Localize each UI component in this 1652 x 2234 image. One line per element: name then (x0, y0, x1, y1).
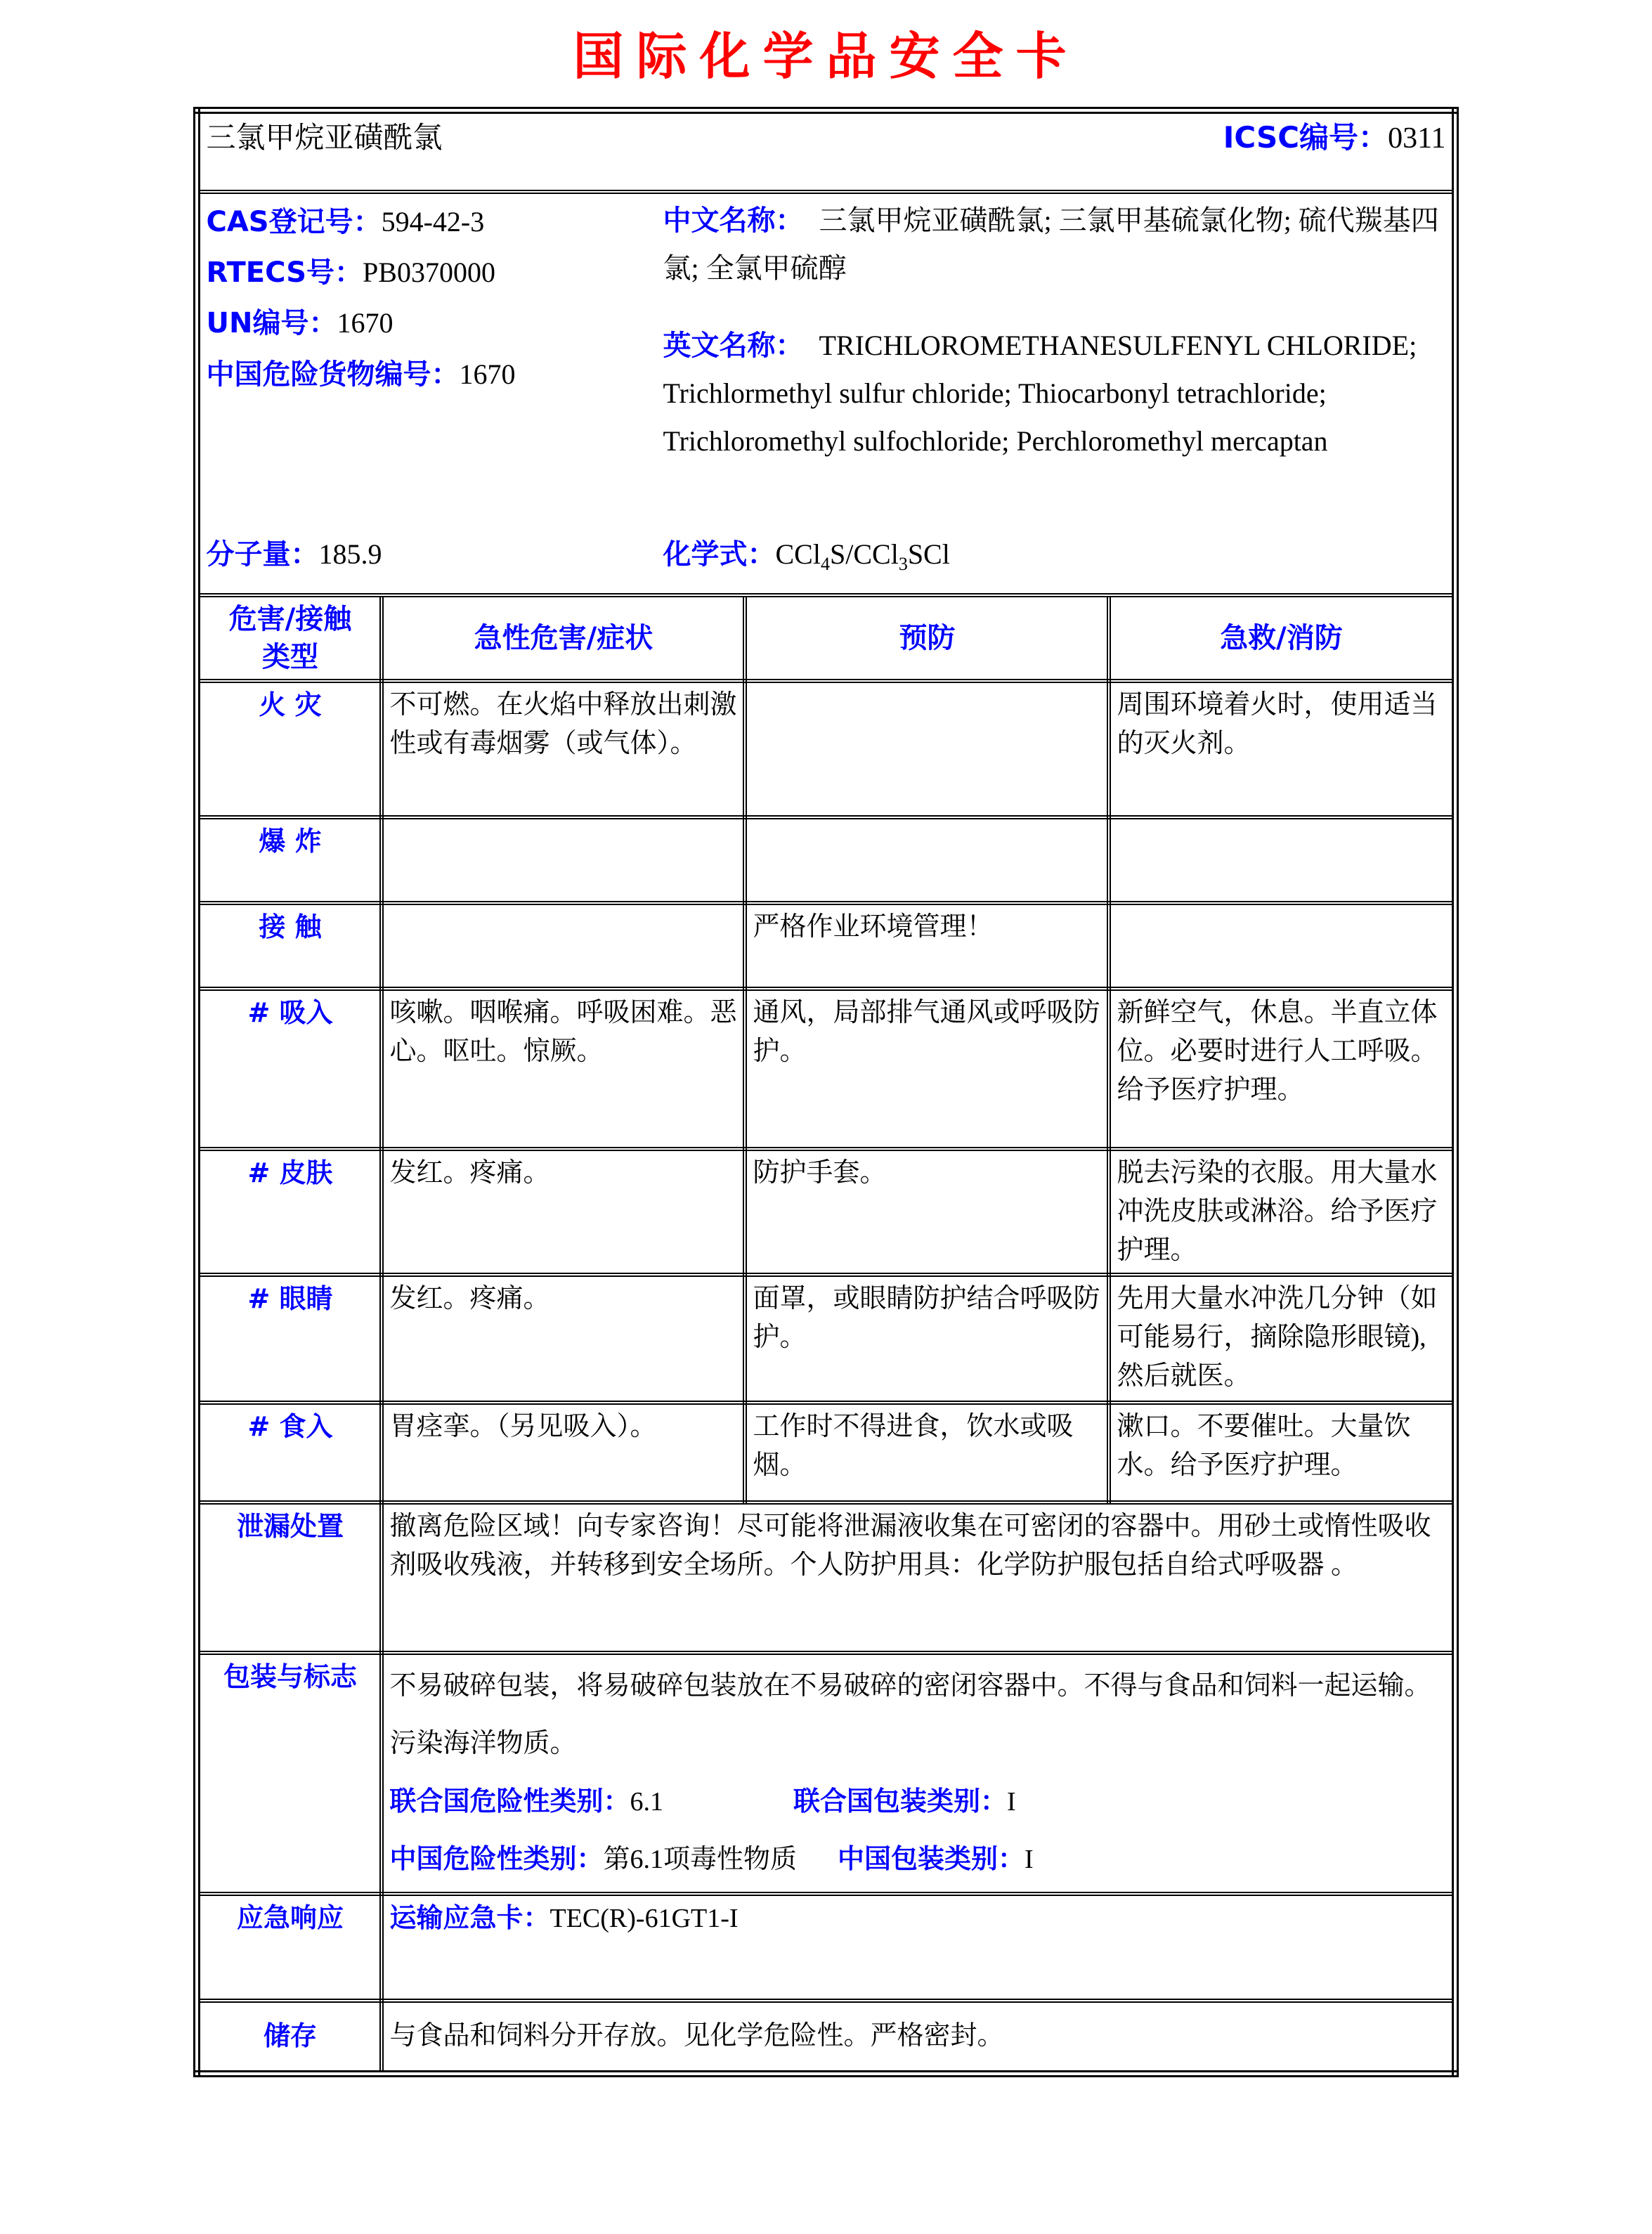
hazard-row-fire (197, 681, 1455, 817)
eyes-firstaid-cell: 先用大量水冲洗几分钟（如可能易行，摘除隐形眼镜),然后就医。 (1109, 1275, 1455, 1403)
formula-subscript: 4 (820, 554, 830, 574)
cn-class-label: 中国危险性类别： (389, 1843, 604, 1875)
hazard-row-exposure (197, 903, 1455, 989)
col-header-firstaid: 急救/消防 (1109, 595, 1455, 681)
rtecs-label: RTECS号： (206, 256, 363, 290)
registry-numbers-block (206, 197, 663, 465)
china-dg-label: 中国危险货物编号： (206, 358, 460, 391)
icsc-number-label: ICSC编号： (1223, 120, 1388, 155)
spill-label: 泄漏处置 (197, 1502, 382, 1653)
storage-label: 储存 (197, 2001, 382, 2074)
card-header-row (197, 110, 1455, 192)
chinese-names-value: 三氯甲烷亚磺酰氯; 三氯甲基硫氯化物; 硫代羰基四氯; 全氯甲硫醇 (663, 204, 1439, 284)
fire-type-label: 火 灾 (197, 681, 382, 817)
cas-value: 594-42-3 (381, 206, 485, 238)
hazard-row-explosion (197, 817, 1455, 903)
card-header-cell (197, 110, 1455, 192)
hazard-row-eyes (197, 1275, 1455, 1403)
exposure-prevention-cell: 严格作业环境管理！ (745, 903, 1109, 989)
exposure-type-label: 接 触 (197, 903, 382, 989)
un-pack-value: I (1007, 1786, 1016, 1817)
skin-type-label: # 皮肤 (197, 1149, 382, 1275)
un-label: UN编号： (206, 307, 337, 340)
skin-symptoms-cell: 发红。疼痛。 (382, 1149, 745, 1275)
inhalation-prevention-cell: 通风，局部排气通风或呼吸防护。 (745, 989, 1109, 1149)
page-title: 国际化学品安全卡 (573, 27, 1079, 86)
packaging-row (197, 1653, 1455, 1894)
explosion-prevention-cell (745, 817, 1109, 903)
cas-number (206, 197, 663, 247)
identifiers-cell (197, 192, 1455, 595)
eyes-prevention-cell: 面罩，或眼睛防护结合呼吸防护。 (745, 1275, 1109, 1403)
fire-firstaid-cell: 周围环境着火时，使用适当的灭火剂。 (1109, 681, 1455, 817)
col-header-type-line2: 类型 (261, 641, 318, 673)
eyes-symptoms-cell: 发红。疼痛。 (382, 1275, 745, 1403)
chemical-names-block (663, 197, 1445, 465)
spill-content: 撤离危险区域！向专家咨询！尽可能将泄漏液收集在可密闭的容器中。用砂土或惰性吸收剂吸收残液，并转移到安全场所。个人防护用具：化学防护服包括自给式呼吸器 。 (382, 1502, 1455, 1653)
cas-label: CAS登记号： (206, 206, 382, 238)
transport-card-label: 运输应急卡： (389, 1902, 550, 1934)
rtecs-number (206, 247, 663, 298)
chemical-formula-label: 化学式： (663, 538, 776, 571)
formula-part: CCl (775, 538, 821, 570)
molecular-weight-label: 分子量： (206, 538, 319, 571)
un-class-label: 联合国危险性类别： (389, 1785, 630, 1817)
col-header-type-line1: 危害/接触 (228, 603, 352, 635)
formula-subscript: 3 (898, 554, 908, 574)
transport-card-value: TEC(R)-61GT1-I (549, 1904, 739, 1934)
ingestion-prevention-cell: 工作时不得进食，饮水或吸烟。 (745, 1403, 1109, 1502)
formula-part: S/CCl (829, 538, 899, 570)
fire-prevention-cell (745, 681, 1109, 817)
cn-pack-value: I (1025, 1845, 1034, 1875)
chemical-name: 三氯甲烷亚磺酰氯 (206, 122, 443, 155)
chinese-names (663, 197, 1445, 292)
fire-symptoms-cell: 不可燃。在火焰中释放出刺激性或有毒烟雾（或气体）。 (382, 681, 745, 817)
skin-firstaid-cell: 脱去污染的衣服。用大量水冲洗皮肤或淋浴。给予医疗护理。 (1109, 1149, 1455, 1275)
emergency-label: 应急响应 (197, 1894, 382, 2001)
explosion-firstaid-cell (1109, 817, 1455, 903)
hazard-row-ingestion (197, 1403, 1455, 1502)
cn-classification-line (389, 1831, 1445, 1889)
explosion-type-label: 爆 炸 (197, 817, 382, 903)
hazard-row-inhalation (197, 989, 1455, 1149)
icsc-number-value: 0311 (1388, 122, 1446, 155)
un-pack-label: 联合国包装类别： (793, 1785, 1008, 1817)
formula-part: SCl (907, 538, 950, 570)
english-names-label: 英文名称： (663, 330, 804, 362)
un-number (206, 298, 663, 349)
ingestion-type-label: # 食入 (197, 1403, 382, 1502)
un-classification-line (389, 1773, 1445, 1831)
safety-card-table (193, 107, 1458, 2077)
emergency-row (197, 1894, 1455, 2001)
spill-row (197, 1502, 1455, 1653)
explosion-symptoms-cell (382, 817, 745, 903)
ingestion-firstaid-cell: 漱口。不要催吐。大量饮水。给予医疗护理。 (1109, 1403, 1455, 1502)
col-header-symptoms: 急性危害/症状 (382, 595, 745, 681)
english-names (663, 322, 1445, 465)
chinese-names-label: 中文名称： (663, 204, 804, 237)
packaging-content (382, 1653, 1455, 1894)
icsc-number (1223, 117, 1446, 160)
english-names-value: TRICHLOROMETHANESULFENYL CHLORIDE; Trichlormethyl sulfur chloride; Thiocarbonyl tetrachloride; Trichloromethyl sulfochloride; Perchloromethyl mercaptan (663, 330, 1417, 457)
packaging-text: 不易破碎包装，将易破碎包装放在不易破碎的密闭容器中。不得与食品和饲料一起运输。污染海洋物质。 (389, 1671, 1431, 1758)
packaging-label: 包装与标志 (197, 1653, 382, 1894)
molecular-weight-value: 185.9 (318, 538, 382, 570)
cn-class-value: 第6.1项毒性物质 (603, 1845, 798, 1875)
un-value: 1670 (337, 307, 394, 339)
inhalation-firstaid-cell: 新鲜空气，休息。半直立体位。必要时进行人工呼吸。给予医疗护理。 (1109, 989, 1455, 1149)
un-class-value: 6.1 (630, 1786, 663, 1817)
identifiers-row (197, 192, 1455, 595)
china-dg-number (206, 349, 663, 400)
cn-pack-label: 中国包装类别： (838, 1843, 1025, 1875)
inhalation-type-label: # 吸入 (197, 989, 382, 1149)
emergency-content (382, 1894, 1455, 2001)
hazard-header-row (197, 595, 1455, 681)
col-header-prevention: 预防 (745, 595, 1109, 681)
inhalation-symptoms-cell: 咳嗽。咽喉痛。呼吸困难。恶心。呕吐。惊厥。 (382, 989, 745, 1149)
col-header-type (197, 595, 382, 681)
chemical-formula (663, 534, 1445, 578)
rtecs-value: PB0370000 (363, 256, 495, 289)
eyes-type-label: # 眼睛 (197, 1275, 382, 1403)
storage-content: 与食品和饲料分开存放。见化学危险性。严格密封。 (382, 2001, 1455, 2074)
exposure-firstaid-cell (1109, 903, 1455, 989)
skin-prevention-cell: 防护手套。 (745, 1149, 1109, 1275)
exposure-symptoms-cell (382, 903, 745, 989)
hazard-row-skin (197, 1149, 1455, 1275)
china-dg-value: 1670 (459, 358, 516, 390)
molecular-weight (206, 534, 663, 578)
storage-row (197, 2001, 1455, 2074)
ingestion-symptoms-cell: 胃痉挛。（另见吸入）。 (382, 1403, 745, 1502)
